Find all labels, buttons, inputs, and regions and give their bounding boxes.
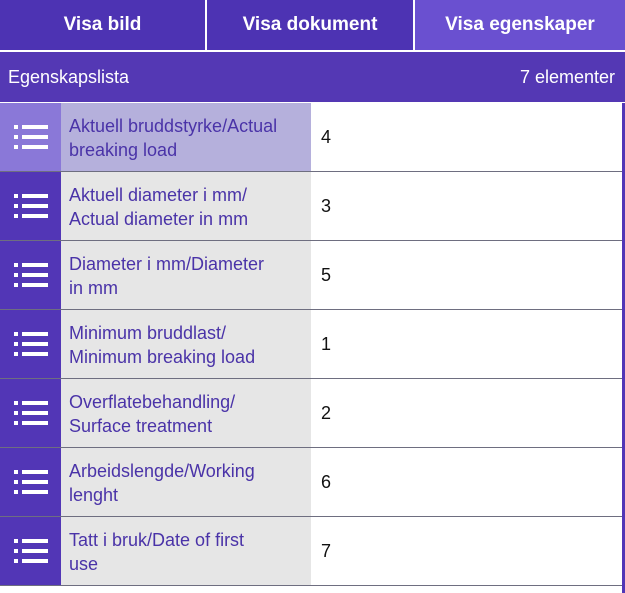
property-name-line2: lenght: [69, 485, 119, 505]
list-icon: [13, 124, 49, 150]
property-name-line1: Aktuell diameter i mm/: [69, 185, 248, 205]
list-item[interactable]: [0, 103, 622, 172]
row-handle[interactable]: [0, 241, 61, 309]
property-name: [61, 448, 311, 516]
tab-bar: [0, 0, 625, 52]
property-name: [61, 310, 311, 378]
list-item[interactable]: [0, 448, 622, 517]
list-icon: [13, 469, 49, 495]
list-icon: [13, 331, 49, 357]
row-handle[interactable]: [0, 172, 61, 240]
property-value: 4: [311, 103, 622, 171]
property-name: [61, 103, 311, 171]
item-count: 7 elementer: [519, 66, 615, 87]
property-name: [61, 241, 311, 309]
list-item[interactable]: [0, 172, 622, 241]
tab-show-image[interactable]: Visa bild: [0, 0, 207, 52]
property-value: 5: [311, 241, 622, 309]
property-name-line2: Minimum breaking load: [69, 347, 256, 367]
property-name-line1: Minimum bruddlast/: [69, 323, 227, 343]
list-item[interactable]: [0, 379, 622, 448]
list-title: Egenskapslista: [8, 66, 130, 87]
property-value: 1: [311, 310, 622, 378]
property-name: [61, 172, 311, 240]
property-name-line1: Diameter i mm/Diameter: [69, 254, 265, 274]
row-handle[interactable]: [0, 103, 61, 171]
list-item[interactable]: [0, 517, 622, 586]
property-list: [0, 103, 625, 586]
tab-show-properties[interactable]: Visa egenskaper: [415, 0, 625, 52]
list-icon: [13, 193, 49, 219]
list-icon: [13, 538, 49, 564]
property-value: 7: [311, 517, 622, 585]
property-value: 2: [311, 379, 622, 447]
property-value: 3: [311, 172, 622, 240]
list-header: [0, 52, 625, 103]
property-name-line2: use: [69, 554, 99, 574]
row-handle[interactable]: [0, 310, 61, 378]
property-name-line1: Tatt i bruk/Date of first: [69, 530, 245, 550]
property-name: [61, 379, 311, 447]
property-name-line2: Actual diameter in mm: [69, 209, 249, 229]
property-name-line2: in mm: [69, 278, 118, 298]
list-icon: [13, 262, 49, 288]
property-name: [61, 517, 311, 585]
row-handle[interactable]: [0, 379, 61, 447]
row-handle[interactable]: [0, 517, 61, 585]
property-name-line2: breaking load: [69, 140, 178, 160]
list-item[interactable]: [0, 241, 622, 310]
list-icon: [13, 400, 49, 426]
row-handle[interactable]: [0, 448, 61, 516]
property-name-line1: Overflatebehandling/: [69, 392, 236, 412]
property-name-line1: Arbeidslengde/Working: [69, 461, 255, 481]
property-name-line2: Surface treatment: [69, 416, 213, 436]
list-item[interactable]: [0, 310, 622, 379]
tab-show-document[interactable]: Visa dokument: [207, 0, 415, 52]
property-name-line1: Aktuell bruddstyrke/Actual: [69, 116, 278, 136]
property-value: 6: [311, 448, 622, 516]
